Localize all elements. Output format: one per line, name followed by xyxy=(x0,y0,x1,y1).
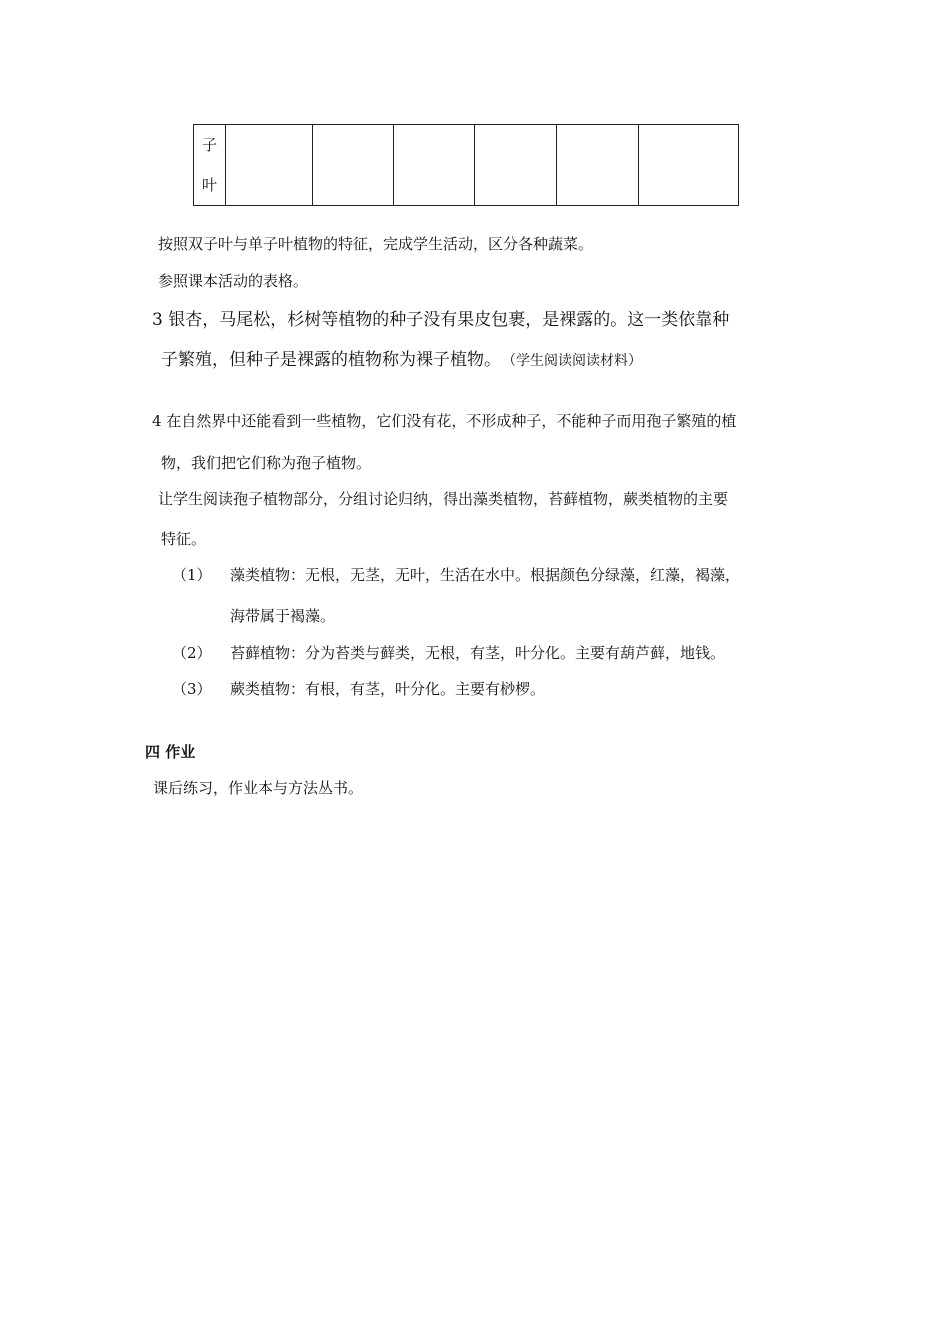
list-item-fern xyxy=(172,678,545,699)
list-text: 蕨类植物：有根，有茎，叶分化。主要有桫椤。 xyxy=(230,680,546,698)
classification-table xyxy=(193,124,739,206)
paragraph-activity: 按照双子叶与单子叶植物的特征，完成学生活动，区分各种蔬菜。 xyxy=(158,235,594,253)
list-number: （2） xyxy=(172,644,212,662)
section-body: 课后练习，作业本与方法丛书。 xyxy=(153,779,364,797)
table-cell xyxy=(475,125,557,206)
paragraph-spore-line1: 4 在自然界中还能看到一些植物，它们没有花，不形成种子，不能种子而用孢子繁殖的植 xyxy=(152,412,737,430)
list-number: （3） xyxy=(172,680,212,698)
list-text: 藻类植物：无根，无茎，无叶，生活在水中。根据颜色分绿藻，红藻，褐藻， xyxy=(230,566,741,584)
table-cell xyxy=(639,125,739,206)
row-label-bottom: 叶 xyxy=(201,176,217,194)
paragraph-reference: 参照课本活动的表格。 xyxy=(158,272,309,290)
row-label-top: 子 xyxy=(201,136,217,154)
section-heading: 四 作业 xyxy=(145,743,196,761)
paragraph-gymnosperm-line2 xyxy=(161,345,642,370)
table-cell xyxy=(226,125,313,206)
table-row-label-cell xyxy=(194,125,226,206)
paragraph-discussion-line1: 让学生阅读孢子植物部分，分组讨论归纳，得出藻类植物，苔藓植物，蕨类植物的主要 xyxy=(158,490,729,508)
paragraph-spore-line2: 物，我们把它们称为孢子植物。 xyxy=(161,454,372,472)
list-number: （1） xyxy=(172,566,212,584)
table-cell xyxy=(557,125,639,206)
list-text: 苔藓植物：分为苔类与藓类，无根，有茎，叶分化。主要有葫芦藓，地钱。 xyxy=(230,644,726,662)
list-item-algae xyxy=(172,564,740,585)
gymnosperm-note: （学生阅读阅读材料） xyxy=(509,353,642,369)
paragraph-discussion-line2: 特征。 xyxy=(161,530,207,548)
table-cell xyxy=(394,125,475,206)
table-cell xyxy=(313,125,394,206)
paragraph-gymnosperm-line1: 3 银杏，马尾松，杉树等植物的种子没有果皮包裹，是裸露的。这一类依靠种 xyxy=(152,310,730,330)
list-item-moss xyxy=(172,642,725,663)
list-item-algae-continued: 海带属于褐藻。 xyxy=(230,607,336,625)
table-row xyxy=(194,125,739,206)
gymnosperm-text: 子繁殖，但种子是裸露的植物称为裸子植物。 xyxy=(161,350,501,370)
